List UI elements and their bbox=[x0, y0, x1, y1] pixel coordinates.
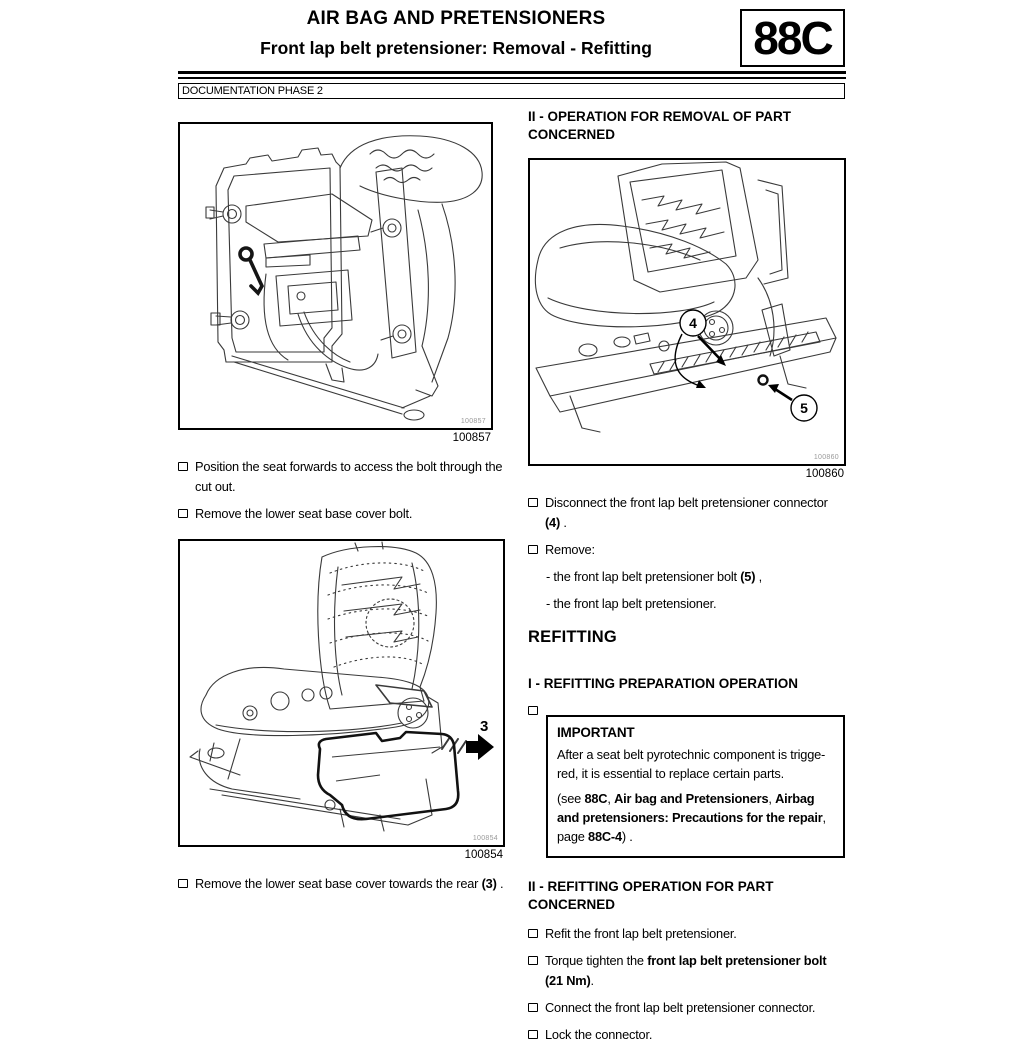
seat-base-cover-drawing bbox=[180, 541, 503, 845]
checkbox-bullet-icon bbox=[528, 929, 538, 938]
left-column bbox=[178, 122, 510, 901]
list-item-text: Disconnect the front lap belt pretensioner connector (4) . bbox=[545, 495, 828, 530]
list-item-text: Remove: bbox=[545, 542, 595, 557]
right-column bbox=[528, 108, 846, 1052]
figure-watermark: 100854 bbox=[472, 835, 498, 842]
checkbox-bullet-icon bbox=[178, 879, 188, 888]
callout-5-label: 5 bbox=[800, 400, 808, 416]
checkbox-bullet-icon bbox=[528, 1030, 538, 1039]
list-item-text: - the front lap belt pretensioner. bbox=[546, 596, 717, 611]
section-code-badge: 88C bbox=[740, 9, 845, 67]
important-paragraph-1: After a seat belt pyrotechnic component is trigge-red, it is essential to replace certain parts. bbox=[557, 747, 826, 781]
list-item bbox=[528, 951, 846, 991]
seat-underside-drawing bbox=[530, 160, 844, 464]
figure-watermark: 100857 bbox=[460, 418, 486, 425]
base-cover-outline bbox=[318, 732, 458, 819]
figure-seat-underside-image bbox=[528, 158, 846, 466]
list-item-text: - the front lap belt pretensioner bolt (5) , bbox=[546, 569, 762, 584]
refitting-part-heading: II - REFITTING OPERATION FOR PART CONCERNED bbox=[528, 879, 774, 912]
list-item bbox=[528, 998, 846, 1018]
refitting-prep-heading: I - REFITTING PREPARATION OPERATION bbox=[528, 676, 798, 691]
list-item-text: Remove the lower seat base cover towards the rear (3) . bbox=[195, 876, 504, 891]
checkbox-bullet-icon bbox=[178, 509, 188, 518]
callout-5 bbox=[768, 384, 817, 421]
removal-section-heading: II - OPERATION FOR REMOVAL OF PART CONCERNED bbox=[528, 109, 791, 142]
figure-seat-base-cover-image bbox=[178, 539, 505, 847]
seat-rear-frame-drawing bbox=[180, 124, 491, 428]
checkbox-bullet-icon bbox=[528, 956, 538, 965]
figure-seat-rear-frame-image bbox=[178, 122, 493, 430]
callout-4-label: 4 bbox=[689, 315, 697, 331]
page-title: AIR BAG AND PRETENSIONERS bbox=[306, 8, 606, 29]
documentation-phase-bar: DOCUMENTATION PHASE 2 bbox=[178, 83, 845, 99]
list-item bbox=[528, 924, 846, 944]
list-item-text: Connect the front lap belt pretensioner connector. bbox=[545, 1000, 816, 1015]
list-item bbox=[528, 540, 846, 560]
figure-caption: 100857 bbox=[452, 432, 491, 444]
checkbox-bullet-icon bbox=[178, 462, 188, 471]
list-item bbox=[178, 457, 510, 497]
refitting-heading: REFITTING bbox=[528, 628, 617, 646]
header-divider bbox=[178, 71, 846, 79]
callout-3-label: 3 bbox=[480, 718, 489, 735]
refitting-bullets bbox=[528, 924, 846, 1045]
figure-watermark: 100860 bbox=[813, 454, 839, 461]
figure-seat-underside bbox=[528, 158, 846, 480]
list-item-text: Remove the lower seat base cover bolt. bbox=[195, 506, 413, 521]
list-item bbox=[178, 504, 510, 524]
list-item-empty bbox=[528, 701, 846, 715]
checkbox-bullet-icon bbox=[528, 545, 538, 554]
figure-caption: 100860 bbox=[805, 468, 844, 480]
checkbox-bullet-icon bbox=[528, 498, 538, 507]
checkbox-bullet-icon bbox=[528, 706, 538, 715]
list-item-text: Torque tighten the front lap belt pretensioner bolt (21 Nm). bbox=[545, 953, 827, 988]
figure-caption: 100854 bbox=[464, 849, 503, 861]
list-item-text: Refit the front lap belt pretensioner. bbox=[545, 926, 737, 941]
checkbox-bullet-icon bbox=[528, 1003, 538, 1012]
left-bullets-bottom bbox=[178, 874, 510, 894]
list-item bbox=[528, 1025, 846, 1045]
list-item bbox=[528, 493, 846, 533]
header bbox=[178, 8, 734, 59]
list-subitem bbox=[528, 567, 846, 587]
removal-bullets bbox=[528, 493, 846, 614]
figure-seat-rear-frame bbox=[178, 122, 493, 444]
list-item bbox=[178, 874, 510, 894]
important-paragraph-2: (see 88C, Air bag and Pretensioners, Airbag and pretensioners: Precautions for the repair, page 88C-4) . bbox=[557, 791, 826, 844]
important-label: IMPORTANT bbox=[557, 725, 635, 740]
page-subtitle: Front lap belt pretensioner: Removal - Refitting bbox=[260, 38, 652, 58]
left-bullets-top bbox=[178, 457, 510, 524]
removal-direction-arrow-icon bbox=[466, 734, 494, 760]
pretensioner-bolt bbox=[759, 376, 768, 385]
figure-seat-base-cover bbox=[178, 539, 505, 861]
list-subitem bbox=[528, 594, 846, 614]
retaining-pin bbox=[240, 248, 262, 293]
list-item-text: Lock the connector. bbox=[545, 1027, 653, 1042]
list-item-text: Position the seat forwards to access the bolt through the cut out. bbox=[195, 459, 503, 494]
important-note-box bbox=[546, 715, 845, 858]
